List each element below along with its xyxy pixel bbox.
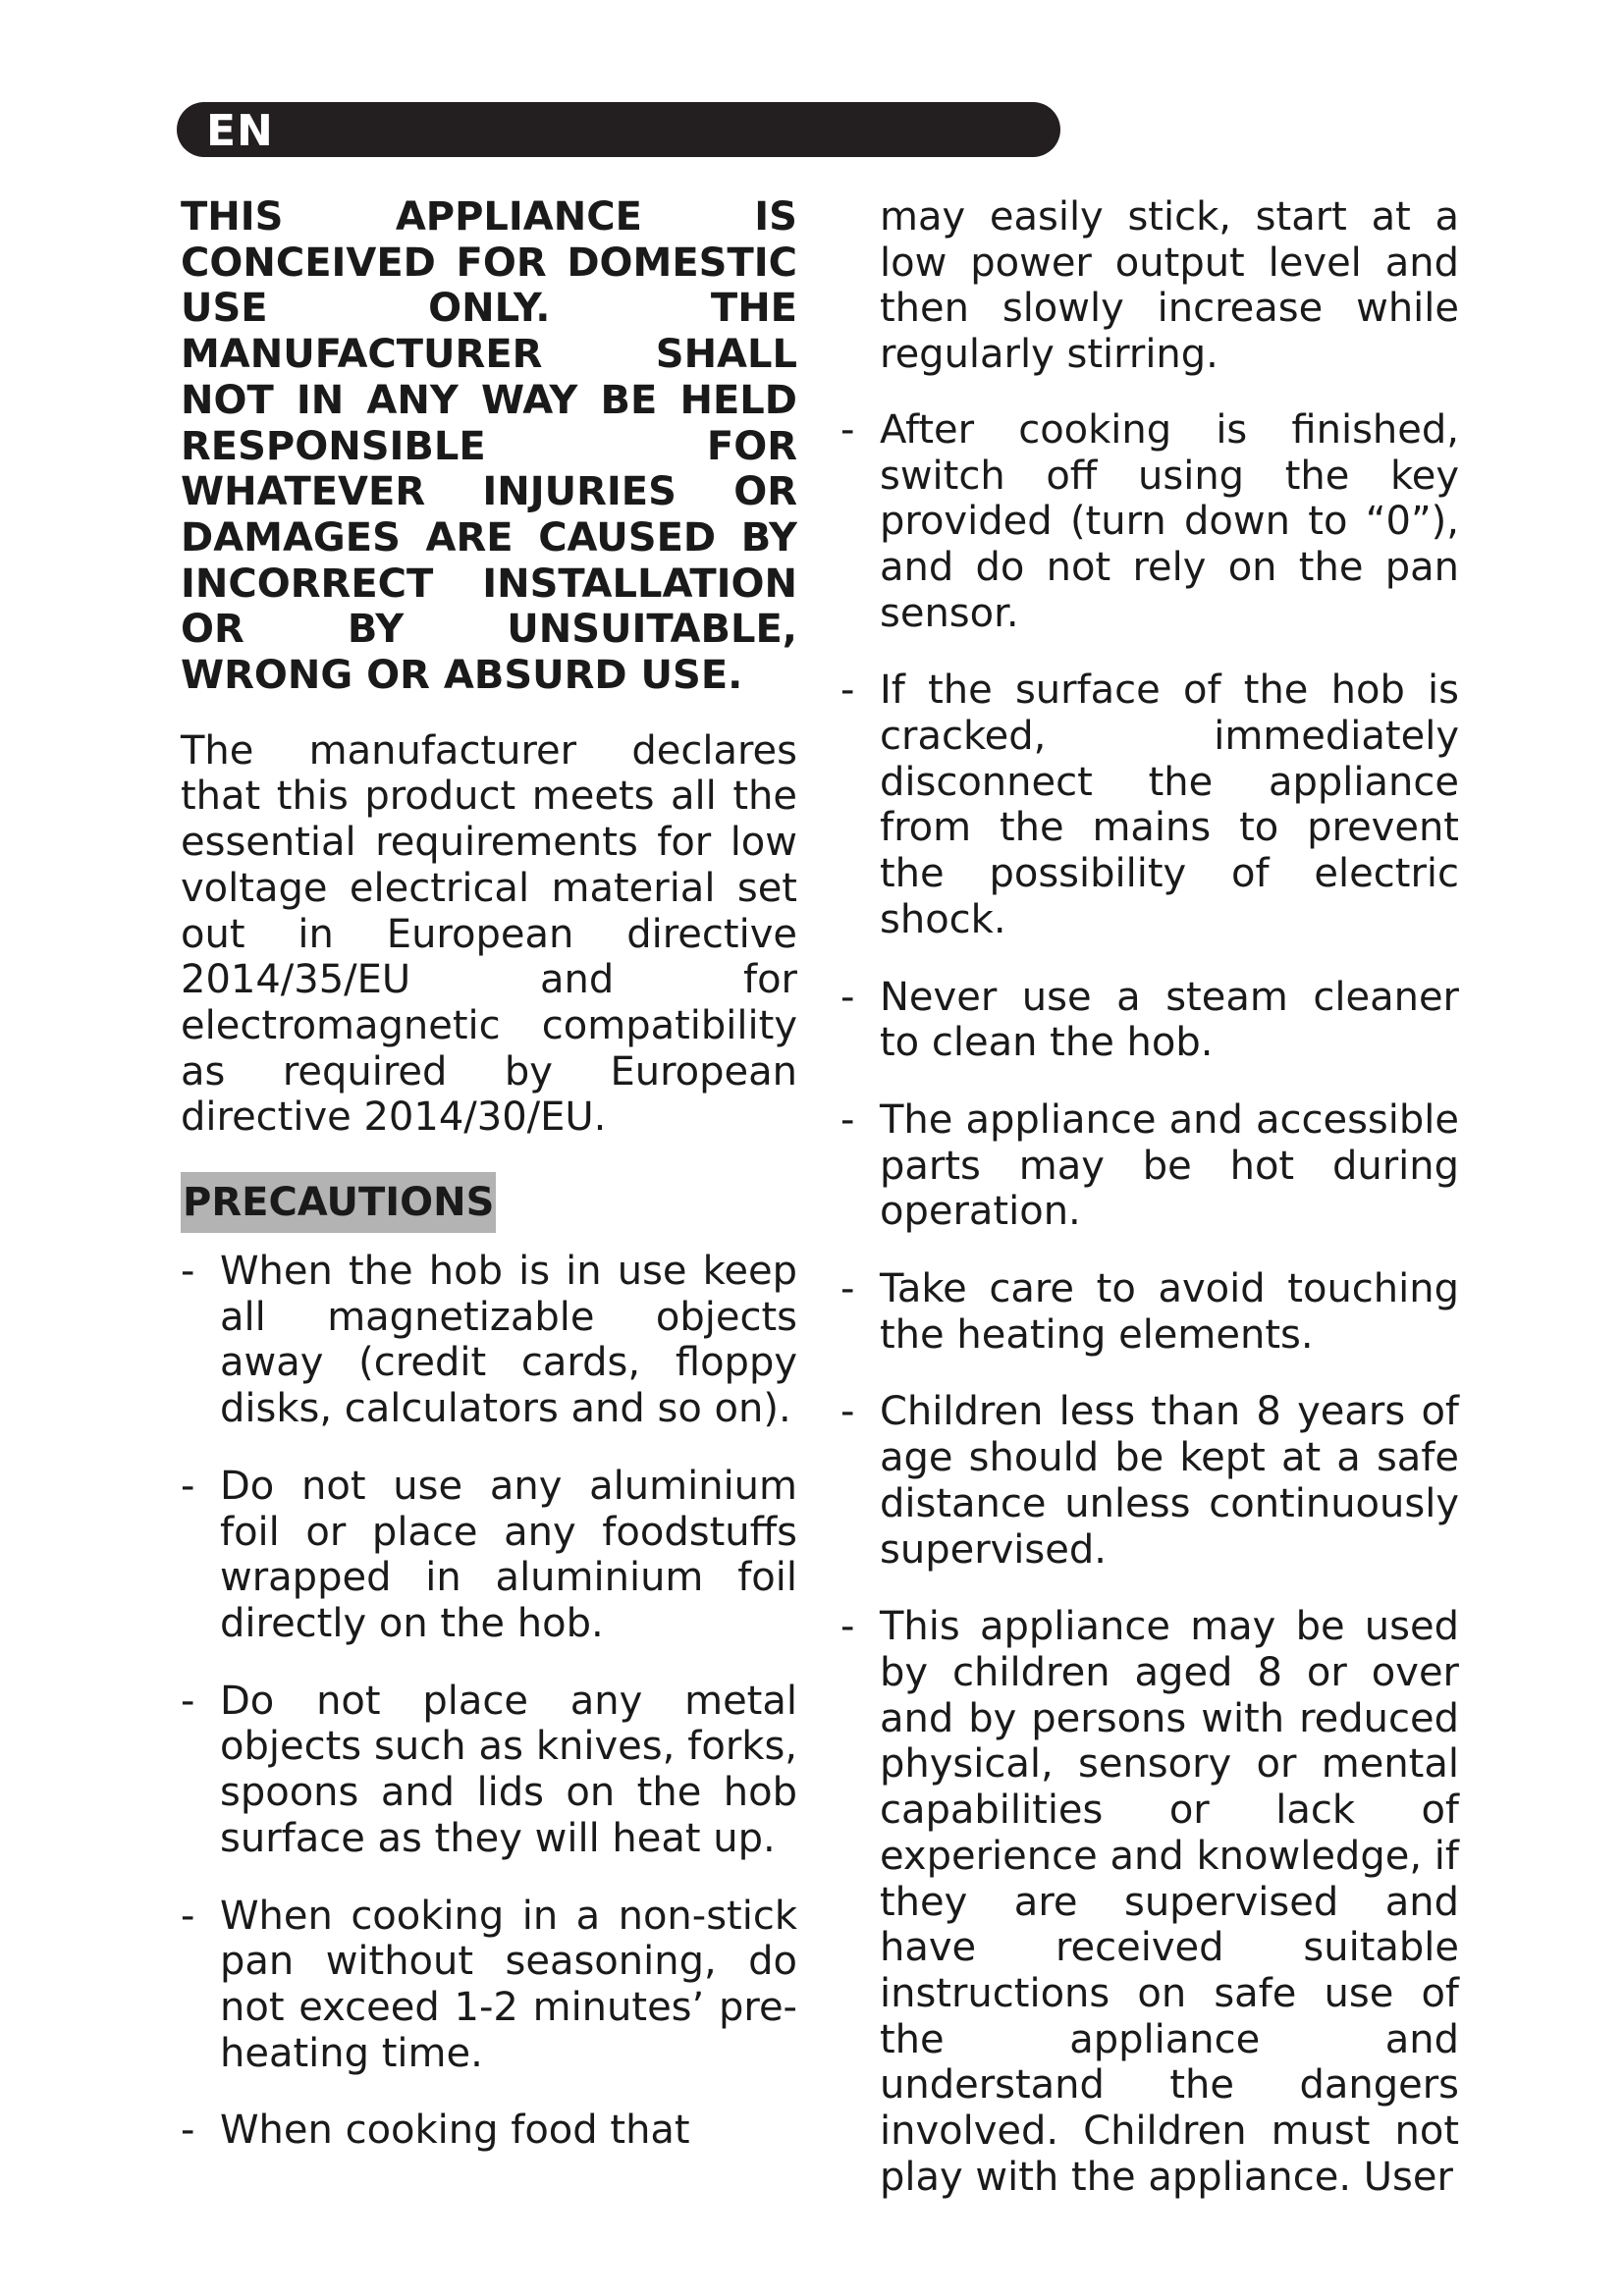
precaution-item: - Do not place any metal objects such as knives, forks, spoons and lids on the hob surface as they will heat up. bbox=[181, 1679, 797, 1862]
domestic-use-warning: THIS APPLIANCE IS CONCEIVED FOR DOMESTIC USE ONLY. THE MANUFACTURER SHALL NOT IN ANY WAY BE HELD RESPONSIBLE FOR WHATEVER INJURIES OR DAMAGES ARE CAUSED BY INCORRECT INSTALLATION OR BY UNSUITABLE, WRONG OR ABSURD USE. bbox=[181, 194, 797, 699]
language-header-bar bbox=[177, 102, 1060, 157]
precautions-heading: PRECAUTIONS bbox=[181, 1172, 496, 1233]
conformity-declaration: The manufacturer declares that this product meets all the essential requirements for low voltage electrical material set out in European directive 2014/35/EU and for electromagnetic compatibility as required by European directive 2014/30/EU. bbox=[181, 727, 797, 1141]
precaution-item: - This appliance may be used by children aged 8 or over and by persons with reduced physical, sensory or mental capabilities or lack of experience and knowledge, if they are supervised and have received suitable instructions on safe use of the appliance and understand the dangers involved. Children must not play with the appliance. User bbox=[840, 1604, 1459, 2200]
precaution-item: - When cooking food that bbox=[181, 2108, 797, 2154]
precaution-item: - Never use a steam cleaner to clean the hob. bbox=[840, 975, 1459, 1066]
precaution-item: - When cooking in a non-stick pan without seasoning, do not exceed 1-2 minutes’ pre-heating time. bbox=[181, 1894, 797, 2077]
right-column bbox=[840, 194, 1459, 2200]
precaution-item: - After cooking is finished, switch off using the key provided (turn down to “0”), and do not rely on the pan sensor. bbox=[840, 407, 1459, 637]
precaution-item: - If the surface of the hob is cracked, immediately disconnect the appliance from the mains to prevent the possibility of electric shock. bbox=[840, 667, 1459, 942]
left-column bbox=[181, 194, 797, 2154]
precaution-continuation: may easily stick, start at a low power output level and then slowly increase while regularly stirring. bbox=[880, 194, 1459, 378]
precaution-item: - Children less than 8 years of age should be kept at a safe distance unless continuously supervised. bbox=[840, 1389, 1459, 1573]
precaution-item: - Take care to avoid touching the heating elements. bbox=[840, 1266, 1459, 1358]
precaution-item: - The appliance and accessible parts may be hot during operation. bbox=[840, 1097, 1459, 1235]
language-code: EN bbox=[206, 106, 274, 156]
precaution-item: - Do not use any aluminium foil or place any foodstuffs wrapped in aluminium foil directly on the hob. bbox=[181, 1464, 797, 1647]
precaution-item: - When the hob is in use keep all magnetizable objects away (credit cards, floppy disks, calculators and so on). bbox=[181, 1249, 797, 1432]
